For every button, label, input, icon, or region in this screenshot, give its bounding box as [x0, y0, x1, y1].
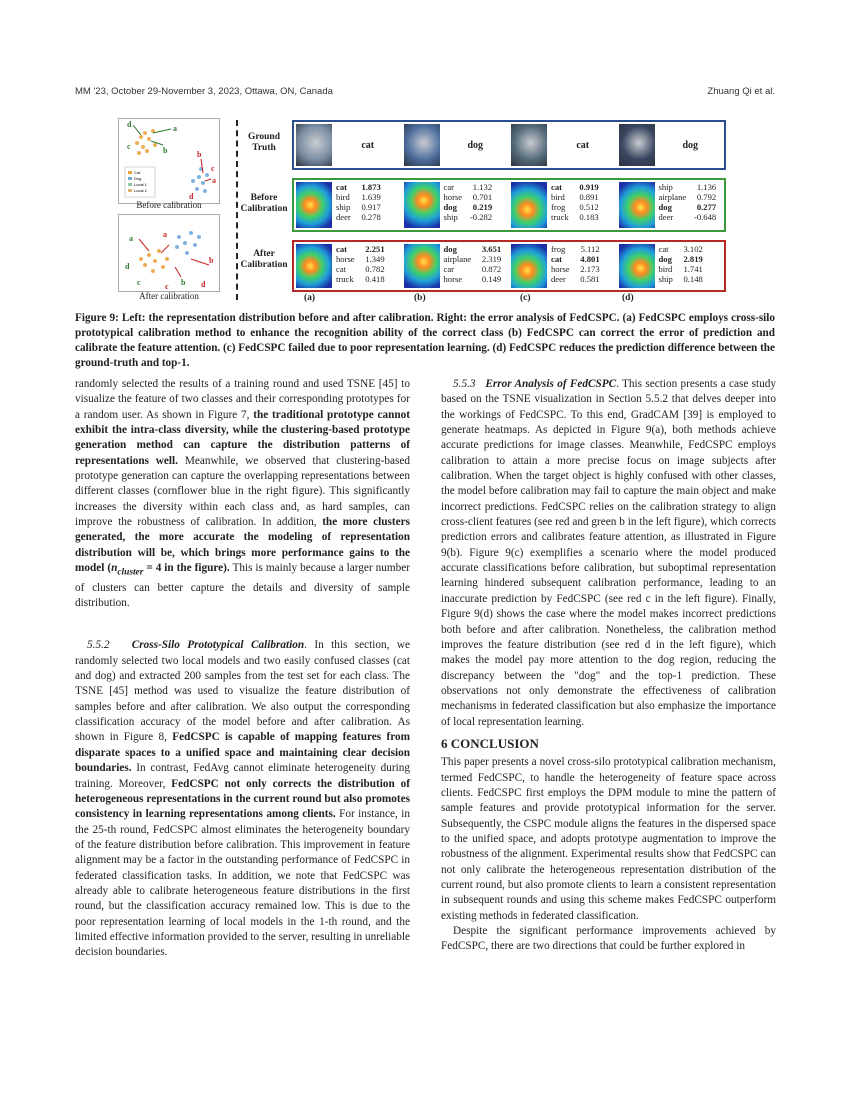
class-name: horse	[443, 274, 463, 284]
prediction-row	[336, 212, 383, 222]
gradcam-heatmap	[296, 244, 332, 288]
class-name: car	[443, 182, 454, 192]
gradcam-heatmap	[619, 244, 655, 288]
class-score: 2.251	[365, 244, 385, 254]
sublabel-a: (a)	[304, 293, 316, 303]
class-name: car	[443, 264, 454, 274]
class-score: -0.648	[693, 212, 717, 222]
tsne-letter: a	[129, 234, 133, 243]
prediction-cell	[402, 242, 510, 290]
ground-truth-label: dog	[682, 139, 699, 151]
tsne-after-caption: After calibration	[139, 291, 199, 301]
tsne-letter: d	[189, 192, 194, 201]
class-name: deer	[336, 212, 351, 222]
class-score: 0.701	[472, 192, 493, 202]
class-score: -0.282	[469, 212, 493, 222]
ground-truth-image	[296, 124, 332, 166]
class-score: 0.183	[579, 212, 599, 222]
gradcam-heatmap	[619, 182, 655, 228]
class-score: 0.919	[579, 182, 599, 192]
subsection-title: Error Analysis of FedCSPC	[485, 378, 617, 390]
subsection-number: 5.5.3	[453, 378, 476, 390]
figure-caption: Figure 9: Left: the representation distribution before and after calibration. Right: the error analysis of FedCSPC. (a) FedCSPC employs cross-silo prototypical calibration method to enhance the recognition ability of the correct class (b) FedCSPC can correct the error of prediction and calibrate the feature attention. (c) FedCSPC failed due to poor representation learning. (d) FedCSPC reduces the prediction difference between the ground-truth and top-1.	[75, 312, 775, 369]
class-score: 1.136	[696, 182, 717, 192]
class-score: 5.112	[580, 244, 600, 254]
figure-9	[118, 118, 730, 304]
class-name: bird	[336, 192, 350, 202]
prediction-row	[659, 192, 719, 202]
tsne-letter: a	[173, 124, 177, 133]
ground-truth-cell	[617, 122, 725, 168]
class-name: frog	[551, 202, 566, 212]
running-header-left: MM '23, October 29-November 3, 2023, Ottawa, ON, Canada	[75, 86, 333, 97]
class-name: truck	[551, 212, 569, 222]
prediction-row	[444, 254, 504, 264]
class-score: 0.891	[579, 192, 599, 202]
class-score: 1.349	[365, 254, 385, 264]
class-name: deer	[551, 274, 566, 284]
prediction-cell	[509, 242, 617, 290]
gradcam-heatmap	[404, 244, 440, 288]
prediction-row	[444, 274, 504, 284]
paragraph	[441, 377, 776, 730]
prediction-row	[444, 244, 504, 254]
ground-truth-label: cat	[361, 139, 375, 151]
tsne-letter: b	[163, 146, 168, 155]
prediction-row	[551, 192, 601, 202]
tsne-letter: c	[127, 142, 131, 151]
gradcam-heatmap	[511, 182, 547, 228]
class-score: 4.801	[580, 254, 600, 264]
prediction-row	[444, 264, 504, 274]
class-name: bird	[551, 192, 565, 202]
class-name: horse	[443, 192, 463, 202]
paragraph	[75, 638, 410, 960]
emphasis-run: the traditional prototype cannot exhibit the intra-class diversity, while the clustering-based prototype generation method can capture the distribution patterns of representations well.	[75, 408, 410, 467]
class-name: airplane	[443, 254, 472, 264]
tsne-letter: b	[181, 278, 186, 287]
prediction-row	[336, 254, 387, 264]
prediction-row	[659, 182, 719, 192]
tsne-after-svg	[119, 215, 219, 291]
row-label-after: After Calibration	[240, 249, 288, 270]
class-score: 0.148	[683, 274, 703, 284]
prediction-row	[551, 202, 601, 212]
after-calibration-row	[292, 240, 726, 292]
legend-local1: Local 1	[134, 182, 147, 187]
tsne-before-plot	[118, 118, 220, 204]
prediction-row	[444, 182, 495, 192]
emphasis-run: the more clusters generated, the more accurate the modeling of representation distribution will be, which brings more performance gains to the model (	[75, 516, 411, 575]
prediction-row	[659, 202, 719, 212]
class-name: ship	[658, 182, 673, 192]
prediction-row	[336, 202, 383, 212]
tsne-letter: a	[163, 230, 167, 239]
ground-truth-label: dog	[467, 139, 484, 151]
prediction-row	[551, 244, 602, 254]
class-score: 3.651	[481, 244, 502, 254]
class-score: 0.581	[580, 274, 600, 284]
class-name: deer	[658, 212, 674, 222]
subsection-number: 5.5.2	[87, 639, 110, 652]
paragraph	[75, 377, 410, 611]
class-score: 3.102	[683, 244, 703, 254]
prediction-row	[336, 244, 387, 254]
class-score: 0.792	[696, 192, 717, 202]
class-score: 1.873	[361, 182, 381, 192]
prediction-cell	[509, 180, 617, 230]
math-var: n	[111, 562, 118, 575]
prediction-row	[659, 254, 705, 264]
text-run: . This section presents a case study based on the TSNE visualization in Section 5.5.2 that delves deeper into the workings of FedCSPC. To this end, GradCAM [39] is employed to generate heatmaps. As depicted in Figure 9(a), both methods achieve accurate predictions for image classes. Meanwhile, FedCSPC employs calibration to attain a more precise focus on image subjects after calibration. When the target object is highly confused with other classes, the model before calibration may fail to capture the main object and make incorrect predictions. FedCSPC relies on the calibration strategy to align cross-client features (see red and green b in the left figure), which corrects prediction errors and calibrates feature attention, as illustrated in Figure 9(b). Figure 9(c) exemplifies a scenario where the model produced accurate classifications before calibration, but suboptimal representation learning hindered subsequent calibration performance, leading to an inaccurate prediction by FedCSPC (see red c in the left figure). Finally, Figure 9(d) shows the case where the model makes incorrect predictions both before and after calibration. Nonetheless, the calibration method improves the feature distribution (see red d in the left figure), which makes the model pay more attention to the dog region, reducing the discrepancy between the "dog" and the top-1 prediction. These observations not only demonstrate the effectiveness of calibration mechanisms in federated classification but also emphasize the importance of local representation learning.	[441, 378, 776, 728]
section-heading-conclusion: 6 CONCLUSION	[441, 735, 539, 751]
tsne-letter: d	[201, 280, 206, 289]
prediction-cell	[402, 180, 510, 230]
class-score: 2.819	[683, 254, 703, 264]
prediction-row	[336, 274, 387, 284]
tsne-before-caption: Before calibration	[136, 200, 202, 210]
prediction-row	[336, 182, 383, 192]
math-subscript: cluster	[117, 567, 144, 578]
row-label-before: Before Calibration	[240, 193, 288, 214]
gradcam-heatmap	[511, 244, 547, 288]
prediction-row	[336, 264, 387, 274]
prediction-row	[444, 192, 495, 202]
tsne-letter: d	[125, 262, 130, 271]
prediction-table	[336, 182, 383, 222]
paragraph: Despite the significant performance improvements achieved by FedCSPC, there are two directions that could be further explored in	[441, 925, 776, 953]
class-name: frog	[551, 244, 566, 254]
class-name: ship	[443, 212, 458, 222]
class-score: 0.277	[696, 202, 717, 212]
class-name: dog	[658, 254, 672, 264]
ground-truth-cell	[509, 122, 617, 168]
sublabel-c: (c)	[520, 293, 531, 303]
emphasis-run: FedCSPC not only corrects the distribution of heterogeneous representations in the current round but also promotes consistency in learning representations among clients.	[75, 777, 410, 821]
prediction-table	[444, 244, 504, 284]
tsne-letter: d	[127, 120, 132, 129]
class-name: cat	[336, 244, 347, 254]
prediction-cell	[617, 180, 725, 230]
class-name: horse	[336, 254, 355, 264]
text-run: This is mainly because a larger number of clusters can better capture the details and diversity of sample distribution.	[75, 562, 410, 610]
prediction-row	[659, 244, 705, 254]
ground-truth-label: cat	[576, 139, 590, 151]
class-name: bird	[658, 264, 673, 274]
text-run: . In this section, we randomly selected two local models and two easily confused classes (cat and dog) and extracted 200 samples from the test set for each class. The TSNE [45] method was used to visualize the feature distribution of samples before and after calibration. We also output the corresponding classification accuracy of the model before and after calibration. As shown in Figure 8,	[75, 639, 411, 744]
tsne-letter: c	[165, 282, 169, 291]
class-score: 0.512	[579, 202, 599, 212]
prediction-cell	[294, 180, 402, 230]
prediction-row	[659, 264, 705, 274]
prediction-row	[551, 254, 602, 264]
prediction-table	[659, 182, 719, 222]
class-score: 0.418	[365, 274, 385, 284]
row-label-ground-truth: Ground Truth	[247, 132, 281, 153]
class-name: ship	[658, 274, 673, 284]
text-run: randomly selected the results of a training round and used TSNE [45] to visualize the feature of two classes and their corresponding prototypes for a random user. As shown in Figure 7,	[75, 378, 410, 421]
text-run: In contrast, FedAvg cannot eliminate heterogeneity during training. Moreover,	[75, 762, 410, 790]
ground-truth-image	[619, 124, 655, 166]
gradcam-heatmap	[296, 182, 332, 228]
class-score: 0.872	[481, 264, 502, 274]
ground-truth-cell	[402, 122, 510, 168]
legend-local2: Local 2	[134, 188, 147, 193]
class-score: 2.173	[580, 264, 600, 274]
class-name: cat	[551, 254, 562, 264]
legend-dog: Dog	[134, 176, 142, 181]
sublabel-d: (d)	[622, 293, 634, 303]
prediction-row	[551, 212, 601, 222]
prediction-row	[336, 192, 383, 202]
class-score: 0.782	[365, 264, 385, 274]
prediction-row	[444, 212, 495, 222]
gradcam-heatmap	[404, 182, 440, 228]
class-score: 1.639	[361, 192, 381, 202]
left-column	[75, 377, 410, 961]
prediction-row	[551, 182, 601, 192]
class-name: cat	[658, 244, 669, 254]
prediction-cell	[617, 242, 725, 290]
tsne-letter: c	[211, 164, 215, 173]
right-column	[441, 377, 776, 955]
prediction-row	[659, 212, 719, 222]
before-calibration-row	[292, 178, 726, 232]
tsne-after-plot	[118, 214, 220, 292]
ground-truth-row	[292, 120, 726, 170]
tsne-letter: b	[209, 256, 214, 265]
tsne-letter: b	[197, 150, 202, 159]
prediction-table	[659, 244, 705, 284]
class-score: 0.219	[472, 202, 493, 212]
class-name: horse	[551, 264, 570, 274]
class-name: cat	[336, 264, 347, 274]
class-name: ship	[336, 202, 351, 212]
legend-cat: Cat	[134, 170, 141, 175]
prediction-table	[336, 244, 387, 284]
ground-truth-image	[404, 124, 440, 166]
prediction-row	[444, 202, 495, 212]
text-run: Meanwhile, we observed that clustering-based prototype generation can capture the overlapping representations between different classes (cornflower blue in the right figure). This significantly increases the diversity within each class and, as hard samples, can improve the robustness of calibration. In addition,	[75, 454, 411, 529]
emphasis-run: = 4 in the figure).	[143, 562, 230, 575]
prediction-table	[551, 244, 602, 284]
class-name: dog	[658, 202, 672, 212]
tsne-letter: c	[137, 278, 141, 287]
sublabel-b: (b)	[414, 293, 426, 303]
class-name: cat	[336, 182, 347, 192]
tsne-letter: a	[212, 176, 216, 185]
paragraph: This paper presents a novel cross-silo prototypical calibration mechanism, termed FedCSPC, to handle the heterogeneity of feature space across clients. FedCSPC first employs the DPM module to mine the pattern of sample features and provide prototypical information for the server. Subsequently, the CSPC module aligns the features in the dispersed space to the unified space, and adopts prototype augmentation to improve the robustness of the alignment. Experimental results show that FedCSPC can not only calibrate the heterogeneous representation distribution of the current round, but also promote clients to learn a consistent representation in subsequent rounds and using this scheme makes FedCSPC outperform existing methods in federated classification.	[441, 756, 776, 922]
subsection-title: Cross-Silo Prototypical Calibration	[131, 639, 305, 652]
class-score: 0.278	[361, 212, 381, 222]
class-score: 1.132	[472, 182, 493, 192]
class-name: dog	[443, 244, 457, 254]
tsne-before-svg	[119, 119, 219, 203]
prediction-row	[551, 274, 602, 284]
class-name: dog	[443, 202, 457, 212]
class-score: 0.149	[481, 274, 502, 284]
class-score: 2.319	[481, 254, 502, 264]
emphasis-run: FedCSPC is capable of mapping features from disparate spaces to a unified space and maintaining clear decision boundaries.	[75, 731, 410, 775]
running-header-right: Zhuang Qi et al.	[707, 86, 775, 97]
class-score: 0.917	[361, 202, 381, 212]
class-name: truck	[336, 274, 354, 284]
ground-truth-image	[511, 124, 547, 166]
class-name: cat	[551, 182, 562, 192]
prediction-cell	[294, 242, 402, 290]
prediction-row	[659, 274, 705, 284]
prediction-table	[444, 182, 495, 222]
prediction-table	[551, 182, 601, 222]
ground-truth-cell	[294, 122, 402, 168]
class-score: 1.741	[683, 264, 703, 274]
prediction-row	[551, 264, 602, 274]
class-name: airplane	[658, 192, 687, 202]
text-run: For instance, in the 25-th round, FedCSPC almost eliminates the heterogeneity boundary of the feature distribution before calibration. This improvement in feature alignment may be a factor in the outstanding performance of FedCSPC in federated classification tasks. In addition, we note that FedCSPC was already able to calibrate heterogeneous feature distributions in the first round, but the classification accuracy remained low. This is due to the poor representation learning of local models in the 1-th round, and the limited effective information provided to the server, resulting in unreliable decision boundaries.	[75, 808, 410, 959]
